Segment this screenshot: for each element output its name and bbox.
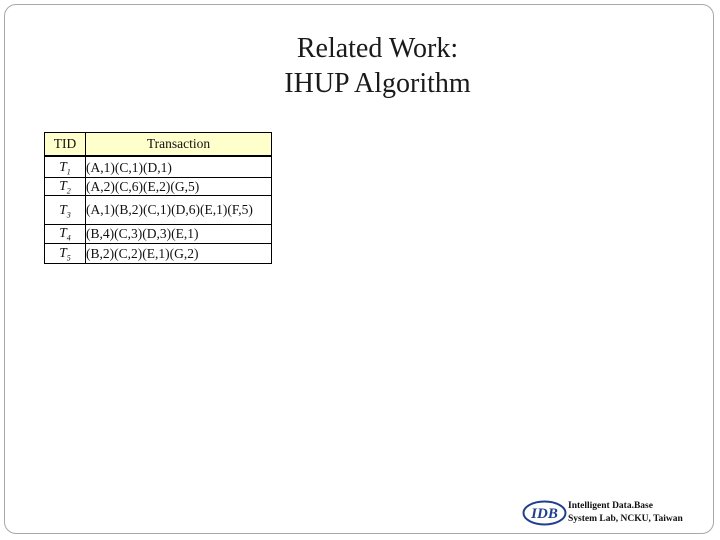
footer-lab-name: [568, 500, 683, 526]
tid-cell: $T_5$: [45, 244, 86, 264]
footer-line-1: Intelligent Data.Base: [568, 501, 653, 511]
tid-cell: $T_4$: [45, 225, 86, 244]
footer-line-2: System Lab, NCKU, Taiwan: [568, 514, 683, 524]
transaction-cell: (A,1)(B,2)(C,1)(D,6)(E,1)(F,5): [86, 196, 272, 225]
transaction-column-header: Transaction: [86, 133, 272, 157]
tid-column-header: TID: [45, 133, 86, 157]
table-row: [45, 156, 272, 177]
transaction-table: [44, 132, 272, 264]
title-line-1: Related Work:: [296, 33, 459, 64]
tid-cell: $T_3$: [45, 196, 86, 225]
svg-text:IDB: IDB: [531, 506, 558, 522]
table-row: [45, 225, 272, 244]
table-row: [45, 244, 272, 264]
title-line-2: IHUP Algorithm: [284, 68, 471, 99]
table-header-row: [45, 133, 272, 157]
table-row: [45, 196, 272, 225]
idb-lab-logo: [522, 500, 567, 526]
transaction-cell: (A,2)(C,6)(E,2)(G,5): [86, 177, 272, 196]
tid-cell: $T_1$: [45, 156, 86, 177]
slide-title: [180, 31, 575, 101]
transaction-cell: (A,1)(C,1)(D,1): [86, 156, 272, 177]
transaction-cell: (B,2)(C,2)(E,1)(G,2): [86, 244, 272, 264]
table-row: [45, 177, 272, 196]
tid-cell: $T_2$: [45, 177, 86, 196]
transaction-cell: (B,4)(C,3)(D,3)(E,1): [86, 225, 272, 244]
